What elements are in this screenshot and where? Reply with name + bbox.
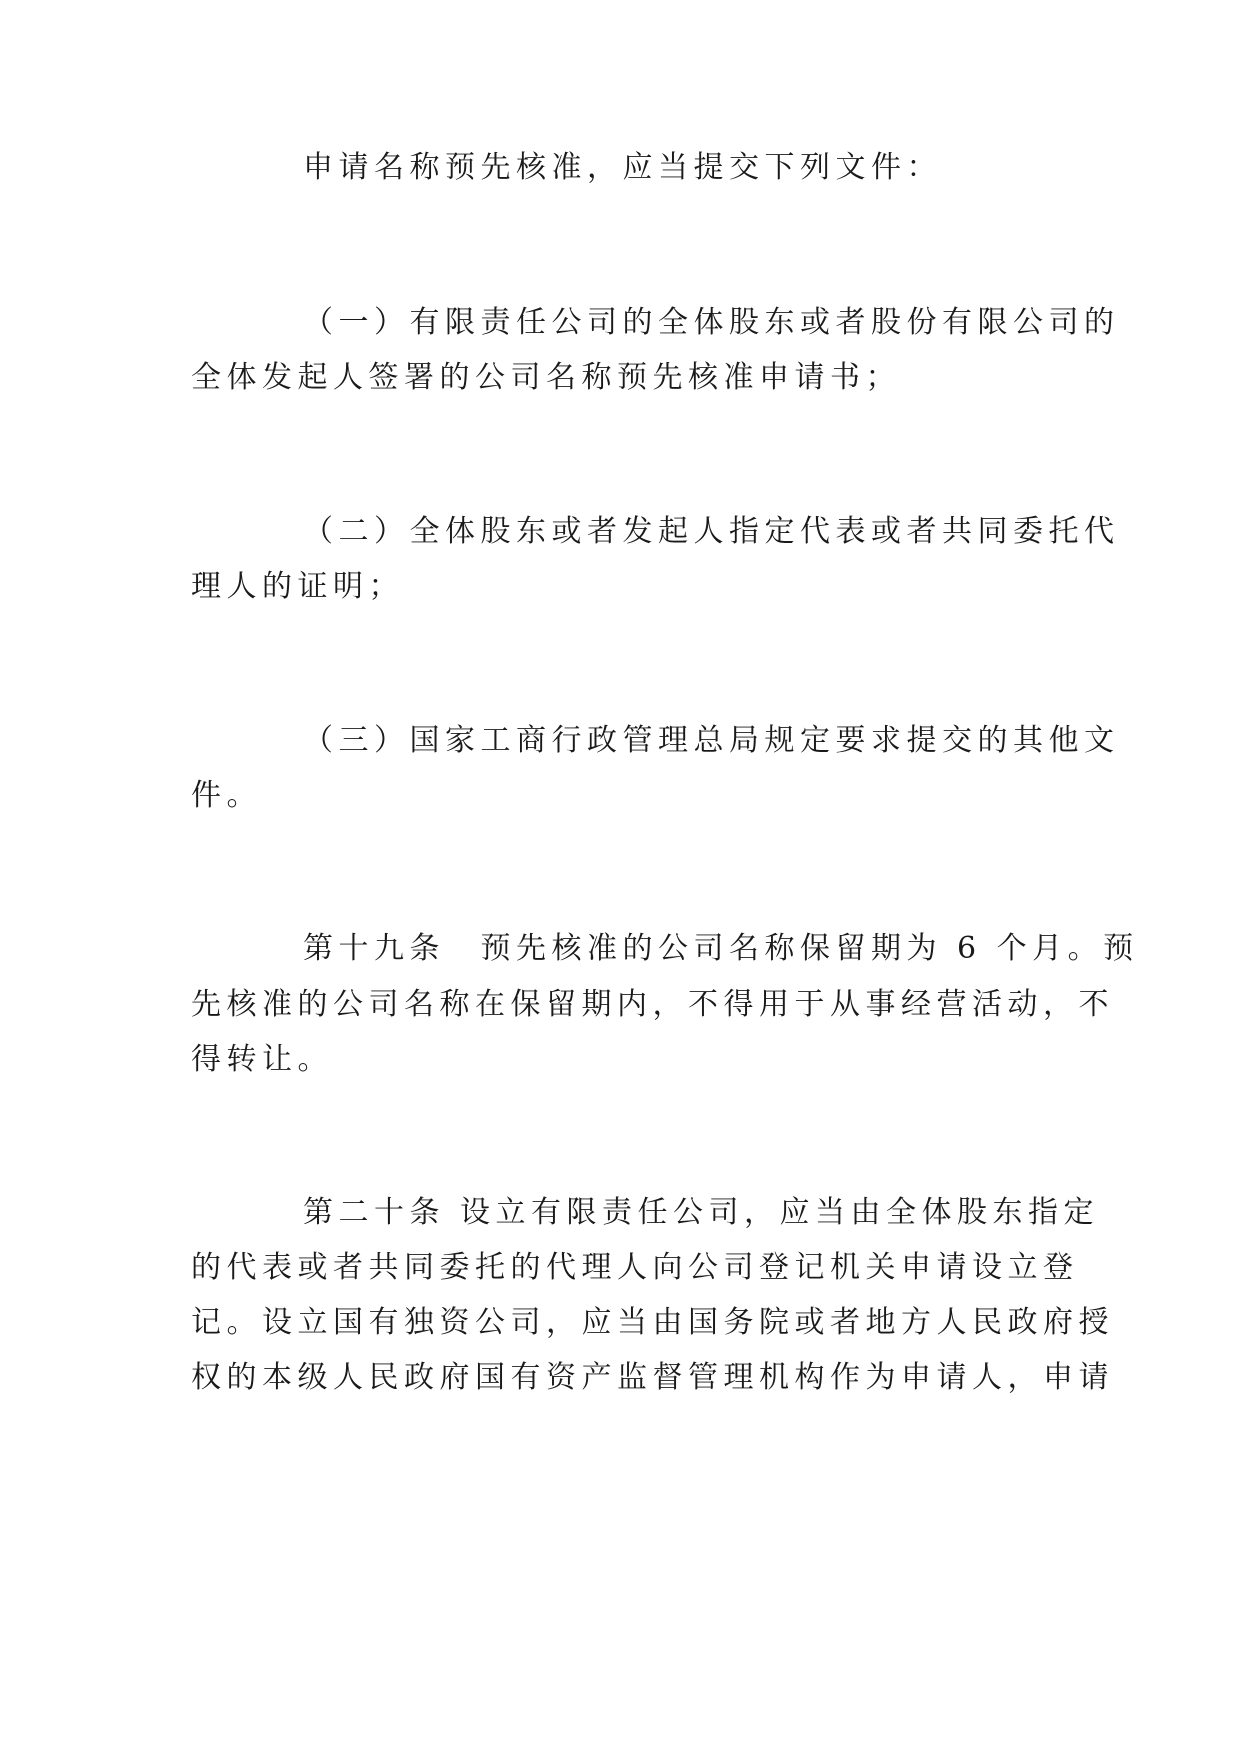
article-20-line-3: 记。设立国有独资公司，应当由国务院或者地方人民政府授 [191,1305,1114,1340]
article-20-line-4: 权的本级人民政府国有资产监督管理机构作为申请人，申请 [191,1360,1114,1395]
item-2-line-2: 理人的证明； [191,569,404,604]
article-19-line-3: 得转让。 [191,1042,333,1077]
item-2-line-1: （二）全体股东或者发起人指定代表或者共同委托代 [303,514,1120,549]
item-3-line-2: 件。 [191,778,262,813]
article-19-line-2: 先核准的公司名称在保留期内，不得用于从事经营活动，不 [191,987,1114,1022]
article-20-line-2: 的代表或者共同委托的代理人向公司登记机关申请设立登 [191,1250,1079,1285]
article-19-line-1: 第十九条 预先核准的公司名称保留期为 6 个月。预 [303,931,1139,966]
intro-line-1: 申请名称预先核准，应当提交下列文件： [303,150,942,185]
article-20-line-1: 第二十条 设立有限责任公司，应当由全体股东指定 [303,1195,1100,1230]
item-1-line-2: 全体发起人签署的公司名称预先核准申请书； [191,360,901,395]
item-1-line-1: （一）有限责任公司的全体股东或者股份有限公司的 [303,305,1120,340]
item-3-line-1: （三）国家工商行政管理总局规定要求提交的其他文 [303,723,1120,758]
